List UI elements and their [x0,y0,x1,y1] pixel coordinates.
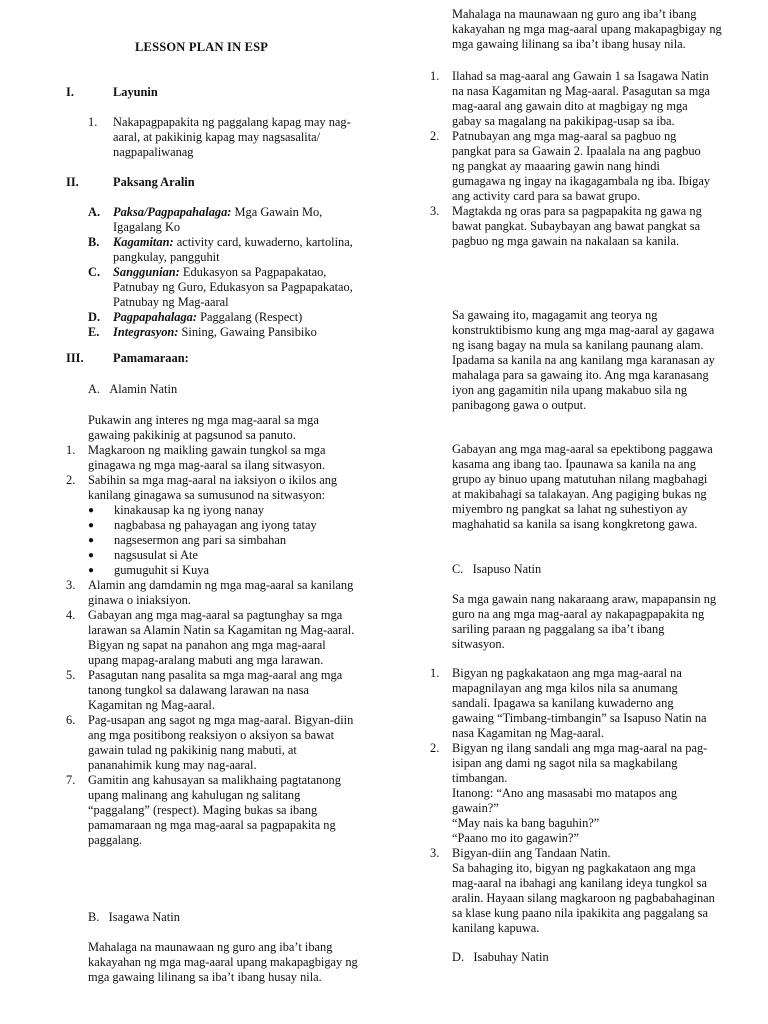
subsection-marker: C. [452,562,464,576]
bullet-text: nagsusulat si Ate [114,548,198,562]
item-text: Gabayan ang mga mag-aaral sa pagtunghay sa mga larawan sa Alamin Natin sa Kagamitan ng Mag-aaral. Bigyan ng sapat na panahon ang mga mag-aaral upang mapag-aralang mabuti ang mga larawan. [88,608,355,667]
list-item [88,533,358,548]
subsection-label: Alamin Natin [109,382,178,396]
alamin-intro: Pukawin ang interes ng mga mag-aaral sa mga gawaing pakikinig at pagsunod sa panuto. [88,413,319,442]
item-marker: 3. [430,204,440,218]
item-text: Pag-usapan ang sagot ng mga mag-aaral. Bigyan-diin ang mga positibong reaksiyon o aksiyon sa bawat gawain tulad ng pakikinig nang mabuti, at pananahimik kung may nag-aaral. [88,713,354,772]
item-text: Nakapagpapakita ng paggalang kapag may nag-aaral, at pakikinig kapag may nagsasalita/ nagpapaliwanag [113,115,351,159]
item-text: Bigyan ng ilang sandali ang mga mag-aaral na pag-isipan ang dami ng sagot nila sa magkabilang timbangan. [452,741,708,785]
subsection-isabuhay [452,950,549,965]
subsection-marker: D. [452,950,465,964]
item-marker: 1. [430,69,440,83]
list-item [422,846,716,861]
item-key: Sanggunian: [113,265,180,279]
subsection-marker: A. [88,382,101,396]
item-text: Sabihin sa mga mag-aaral na iaksiyon o ikilos ang kanilang ginagawa sa sumusunod na sitwasyon: [88,473,338,502]
list-item [88,548,358,563]
bullet-icon: ● [88,520,95,531]
section-pamamaraan [66,351,189,366]
layunin-list [88,115,354,160]
list-item [66,443,358,473]
item-marker: A. [88,205,101,219]
item-key: Paksa/Pagpapahalaga: [113,205,232,219]
bullet-icon: ● [88,550,95,561]
subsection-isagawa [88,910,180,925]
section-label: Paksang Aralin [113,175,195,189]
page-title: LESSON PLAN IN ESP [135,40,269,54]
question-line: “Paano mo ito gagawin?” [452,831,579,845]
item-text: Alamin ang damdamin ng mga mag-aaral sa kanilang ginawa o iniaksiyon. [88,578,354,607]
isagawa-intro-text: Mahalaga na maunawaan ng guro ang iba’t ibang kakayahan ng mga mag-aaral upang makapagbigay ng mga gawaing lilinang sa iba’t ibang husay nila. [452,7,722,51]
item-marker: B. [88,235,100,249]
item-marker: 2. [430,129,440,143]
list-item [66,578,358,608]
item-marker: 2. [66,473,76,487]
item-text: Bigyan-diin ang Tandaan Natin. [452,846,611,860]
item-key: Kagamitan: [113,235,174,249]
isagawa-intro-start [88,940,358,984]
section-number: I. [66,85,74,99]
item-value: Sining, Gawaing Pansibiko [178,325,317,339]
question-line: “May nais ka bang baguhin?” [452,816,600,830]
item-value: Paggalang (Respect) [196,310,303,324]
section-number: III. [66,351,84,365]
list-item [422,666,716,741]
section-label: Layunin [113,85,158,99]
subsection-label: Isagawa Natin [108,910,180,924]
alamin-list [66,443,358,848]
section-layunin [66,85,158,100]
isagawa-paragraph-2: Gabayan ang mga mag-aaral sa epektibong paggawa kasama ang ibang tao. Ipaunawa sa kanila na ang grupo ay binuo upang matutuhan nilang magbahagi at makibahagi sa talakayan. Ang pagiging bukas ng miyembro ng pangkat sa lahat ng suhestiyon ay maghahatid sa kanila sa isang kongkretong gawa. [452,442,713,531]
item-marker: 5. [66,668,76,682]
subsection-isapuso [452,562,541,577]
itanong-block [422,786,716,846]
item-key: Pagpapahalaga: [113,310,197,324]
list-item [66,473,358,503]
item-marker: E. [88,325,100,339]
item-key: Integrasyon: [113,325,179,339]
item-marker: D. [88,310,101,324]
item-text: Pasagutan nang pasalita sa mga mag-aaral ang mga tanong tungkol sa dalawang larawan na nasa Kagamitan ng Mag-aaral. [88,668,343,712]
item-text: Magkaroon ng maikling gawain tungkol sa mga ginagawa ng mga mag-aaral sa ilang sitwasyon. [88,443,326,472]
item-text: Ilahad sa mag-aaral ang Gawain 1 sa Isagawa Natin na nasa Kagamitan ng Mag-aaral. Pasagutan sa mga mag-aaral ang gawain dito at magbigay ng mga gabay sa magalang na pakikipag-usap sa iba. [452,69,711,128]
list-item [88,235,354,265]
item-marker: 3. [430,846,440,860]
section-label: Pamamaraan: [113,351,189,365]
subsection-label: Isabuhay Natin [473,950,549,964]
item-marker: 1. [88,115,98,129]
subsection-label: Isapuso Natin [472,562,542,576]
paksa-list [88,205,354,340]
bullet-icon: ● [88,565,95,576]
bullet-text: nagsesermon ang pari sa simbahan [114,533,287,547]
item-marker: 4. [66,608,76,622]
list-item [88,205,354,235]
bullet-text: gumuguhit si Kuya [114,563,209,577]
item-marker: 6. [66,713,76,727]
item-text: Bigyan ng pagkakataon ang mga mag-aaral na mapagnilayan ang mga kilos nila sa anumang sandali. Ipagawa sa kanilang kuwaderno ang gawaing “Timbang-timbangin” sa Isapuso Natin na nasa Kagamitan ng Mag-aaral. [452,666,707,740]
section-number: II. [66,175,79,189]
item-body: Sa bahaging ito, bigyan ng pagkakataon ang mga mag-aaral na ibahagi ang kanilang ideya tungkol sa aralin. Hayaan silang magkaroon ng pagbabahaginan sa klase kung paano nila ipakikita ang paggalang sa kanilang kapuwa. [452,861,715,935]
bullet-text: kinakausap ka ng iyong nanay [114,503,265,517]
isapuso-intro: Sa mga gawain nang nakaraang araw, mapapansin ng guro na ang mga mag-aaral ay nakapagpapakita ng sariling paraan ng paggalang sa iba’t ibang sitwasyon. [452,592,717,651]
isapuso-list [422,666,716,936]
subsection-alamin [88,382,177,397]
list-item [66,773,358,848]
item-value: activity card, kuwaderno, kartolina, pangkulay, pangguhit [113,235,353,264]
bullet-text: nagbabasa ng pahayagan ang iyong tatay [114,518,317,532]
question-line: Itanong: “Ano ang masasabi mo matapos ang gawain?” [452,786,678,815]
list-item [88,265,354,310]
list-item [66,713,358,773]
list-item [422,129,716,204]
list-item [88,310,354,325]
list-item [88,518,358,533]
list-item [422,204,716,249]
bullet-icon: ● [88,535,95,546]
item-marker: 3. [66,578,76,592]
isagawa-intro-continued [452,7,722,67]
item-text: Gamitin ang kahusayan sa malikhaing pagtatanong upang malinang ang kahulugan ng salitang “paggalang” (respect). Maging bukas sa ibang pamamaraan ng mga mag-aaral sa pagpapakita ng paggalang. [88,773,341,847]
item-value: Edukasyon sa Pagpapakatao, Patnubay ng Guro, Edukasyon sa Pagpapakatao, Patnubay ng Mag-aaral [113,265,353,309]
bullet-icon: ● [88,505,95,516]
isagawa-list [422,69,716,249]
isagawa-paragraph-1: Sa gawaing ito, magagamit ang teorya ng konstruktibismo kung ang mga mag-aaral ay gagawa ng isang bagay na mula sa kanilang paunang alam. Ipadama sa kanila na ang kanilang mga karanasan ay mahalaga para sa gawaing ito. Ang mga karanasang iyon ang gagamitin nila upang makabuo sila ng panibagong gawa o output. [452,308,715,412]
list-item [88,325,354,340]
item-marker: 1. [430,666,440,680]
list-item [88,503,358,518]
bullet-list [66,503,358,578]
item-marker: 1. [66,443,76,457]
item-text: Patnubayan ang mga mag-aaral sa pagbuo ng pangkat para sa Gawain 2. Ipaalala na ang pagbuo ng pangkat ay maaaring gawin nang hindi gumagawa ng ingay na ikagagambala ng iba. Ibigay ang activity card para sa bawat grupo. [452,129,711,203]
isagawa-intro-text: Mahalaga na maunawaan ng guro ang iba’t ibang kakayahan ng mga mag-aaral upang makapagbigay ng mga gawaing lilinang sa iba’t ibang husay nila. [88,940,358,984]
section-paksang-aralin [66,175,195,190]
item-value: Mga Gawain Mo, Igagalang Ko [113,205,323,234]
subsection-marker: B. [88,910,100,924]
list-item [422,741,716,786]
list-item [66,608,358,668]
list-item [422,69,716,129]
list-item [88,115,354,160]
list-item [66,668,358,713]
item-text: Magtakda ng oras para sa pagpapakita ng gawa ng bawat pangkat. Subaybayan ang bawat pangkat sa pagbuo ng mga gawain na nakalaan sa kanila. [452,204,702,248]
item-marker: C. [88,265,101,279]
item-marker: 2. [430,741,440,755]
list-item [88,563,358,578]
item-marker: 7. [66,773,76,787]
